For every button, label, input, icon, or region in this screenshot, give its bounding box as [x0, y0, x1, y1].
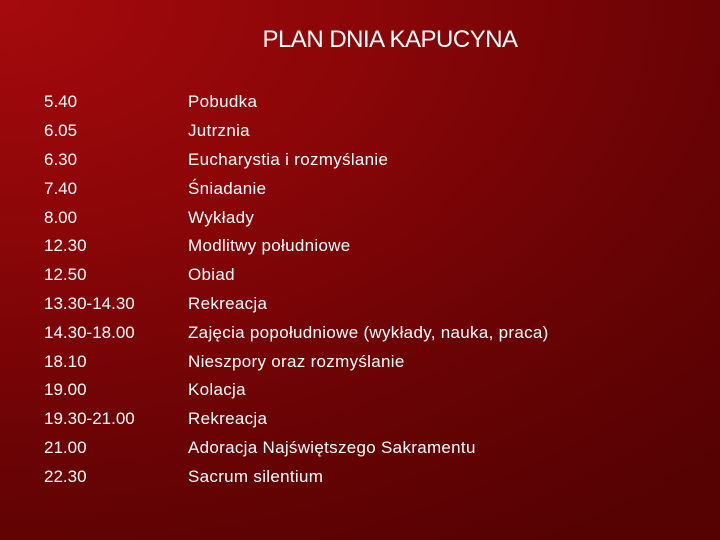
schedule-activity: Nieszpory oraz rozmyślanie [188, 351, 405, 371]
schedule-row [44, 405, 684, 434]
schedule-row [44, 318, 684, 347]
schedule-activity: Obiad [188, 265, 235, 285]
schedule-time: 5.40 [44, 92, 78, 112]
schedule-time: 19.30-21.00 [44, 409, 135, 429]
schedule-activity: Sacrum silentium [188, 466, 324, 486]
schedule-time: 6.30 [44, 149, 78, 169]
schedule-activity: Kolacja [188, 380, 246, 400]
schedule-time: 14.30-18.00 [44, 322, 135, 342]
schedule-time: 19.00 [44, 380, 87, 400]
slide-title: PLAN DNIA KAPUCYNA [262, 26, 518, 53]
schedule-row [44, 376, 684, 405]
schedule-row [44, 203, 684, 232]
schedule-time: 22.30 [44, 466, 87, 486]
schedule-time: 7.40 [44, 178, 78, 198]
schedule-activity: Wykłady [188, 207, 255, 227]
schedule-activity: Adoracja Najświętszego Sakramentu [188, 437, 476, 457]
schedule-time: 21.00 [44, 437, 87, 457]
schedule-time: 8.00 [44, 207, 78, 227]
schedule-activity: Jutrznia [188, 121, 250, 141]
schedule-row [44, 462, 684, 491]
schedule-row [44, 434, 684, 463]
schedule-time: 6.05 [44, 121, 78, 141]
schedule-activity: Zajęcia popołudniowe (wykłady, nauka, praca) [188, 322, 549, 342]
schedule-row [44, 146, 684, 175]
schedule-time: 12.30 [44, 236, 87, 256]
schedule-activity: Śniadanie [188, 178, 267, 198]
schedule-row [44, 232, 684, 261]
schedule-row [44, 117, 684, 146]
schedule-activity: Modlitwy południowe [188, 236, 351, 256]
schedule-row [44, 261, 684, 290]
schedule-activity: Pobudka [188, 92, 258, 112]
schedule-time: 12.50 [44, 265, 87, 285]
schedule-row [44, 347, 684, 376]
schedule-activity: Rekreacja [188, 293, 268, 313]
schedule-time: 18.10 [44, 351, 87, 371]
schedule-time: 13.30-14.30 [44, 293, 135, 313]
schedule-row [44, 174, 684, 203]
schedule-activity: Rekreacja [188, 409, 268, 429]
schedule-row [44, 290, 684, 319]
schedule-list [44, 88, 684, 491]
schedule-activity: Eucharystia i rozmyślanie [188, 149, 389, 169]
schedule-row [44, 88, 684, 117]
